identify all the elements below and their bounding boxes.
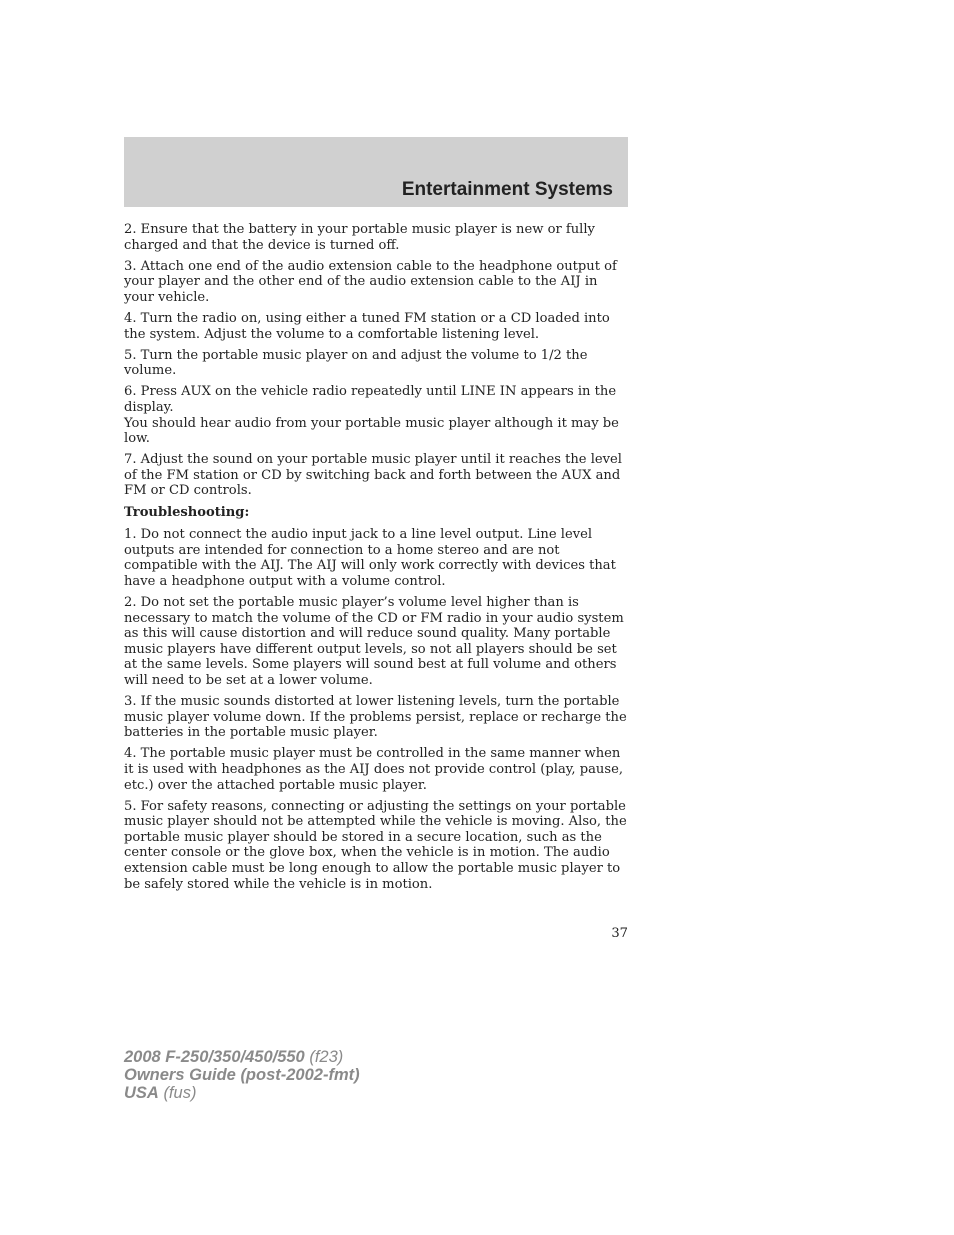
footer-line-model (124, 1048, 360, 1066)
footer-line-market (124, 1084, 360, 1102)
instruction-step-5: 5. Turn the portable music player on and adjust the volume to 1/2 the volume. (124, 347, 588, 379)
footer-market-code: (fus) (163, 1084, 197, 1102)
instruction-step-6: 6. Press AUX on the vehicle radio repeatedly until LINE IN appears in the display. (124, 384, 617, 415)
instruction-step-3: 3. Attach one end of the audio extension cable to the headphone output of your player and the other end of the audio extension cable to the AIJ in your vehicle. (124, 258, 617, 305)
footer-line-guide (124, 1066, 360, 1084)
instruction-step-7: 7. Adjust the sound on your portable music player until it reaches the level of the FM station or CD by switching back and forth between the AUX and FM or CD controls. (124, 452, 622, 499)
footer-model: 2008 F-250/350/450/550 (124, 1048, 305, 1066)
page-number: 37 (611, 926, 628, 941)
instruction-step-6-note: You should hear audio from your portable music player although it may be low. (124, 415, 619, 447)
footer-market: USA (124, 1084, 159, 1102)
troubleshooting-heading: Troubleshooting: (124, 504, 250, 520)
footer-model-code: (f23) (309, 1048, 344, 1066)
section-header-band (124, 137, 628, 207)
document-footer (124, 1048, 360, 1102)
troubleshooting-item-4: 4. The portable music player must be controlled in the same manner when it is used with headphones as the AIJ does not provide control (play, pause, etc.) over the attached portable music player. (124, 746, 624, 793)
body-text (124, 222, 628, 898)
troubleshooting-item-5: 5. For safety reasons, connecting or adjusting the settings on your portable music player should not be attempted while the vehicle is moving. Also, the portable music player should be stored in a secure location, such as the center console or the glove box, when the vehicle is in motion. The audio extension cable must be long enough to allow the portable music player to be safely stored while the vehicle is in motion. (124, 798, 627, 892)
instruction-step-4: 4. Turn the radio on, using either a tuned FM station or a CD loaded into the system. Adjust the volume to a comfortable listening level. (124, 310, 610, 342)
section-title: Entertainment Systems (401, 179, 613, 200)
troubleshooting-item-3: 3. If the music sounds distorted at lower listening levels, turn the portable music player volume down. If the problems persist, replace or recharge the batteries in the portable music player. (124, 694, 627, 741)
instruction-step-2: 2. Ensure that the battery in your portable music player is new or fully charged and that the device is turned off. (124, 222, 595, 253)
footer-guide: Owners Guide (post-2002-fmt) (124, 1066, 360, 1084)
troubleshooting-item-2: 2. Do not set the portable music player’s volume level higher than is necessary to match the volume of the CD or FM radio in your audio system as this will cause distortion and will reduce sound quality. Many portable music players have different output levels, so not all players should be set at the same levels. Some players will sound best at full volume and others will need to be set at a lower volume. (124, 594, 624, 688)
troubleshooting-item-1: 1. Do not connect the audio input jack to a line level output. Line level outputs are intended for connection to a home stereo and are not compatible with the AIJ. The AIJ will only work correctly with devices that have a headphone output with a volume control. (124, 527, 616, 589)
